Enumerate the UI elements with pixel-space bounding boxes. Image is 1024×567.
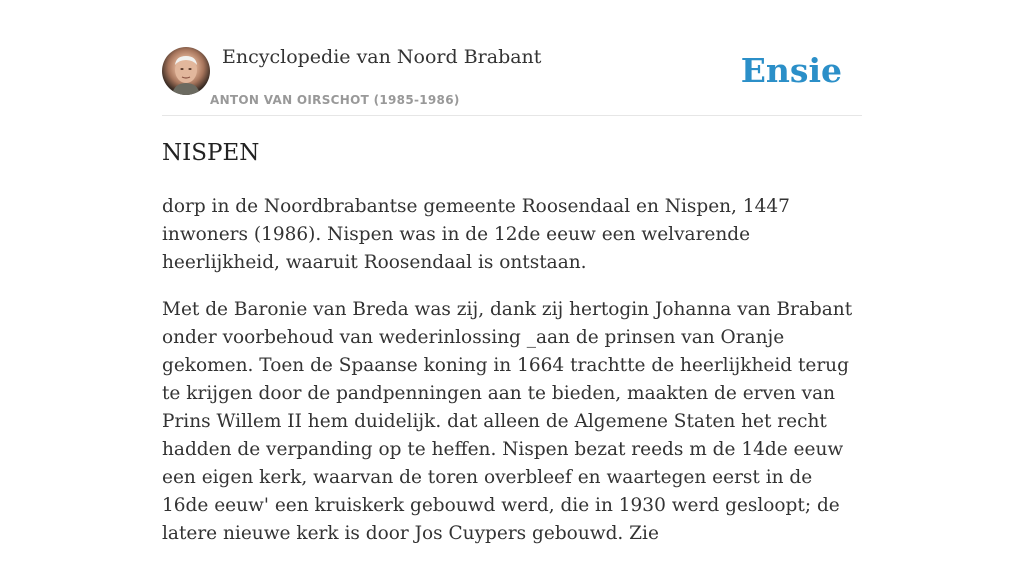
header [162, 45, 862, 116]
entry-paragraph: Met de Baronie van Breda was zij, dank zij hertogin Johanna van Brabant onder voorbehoud van wederinlossing _aan de prinsen van Oranje gekomen. Toen de Spaanse koning in 1664 trachtte de heerlijkheid terug te krijgen door de pandpenningen aan te bieden, maakten de erven van Prins Willem II hem duidelijk. dat alleen de Algemene Staten het recht hadden de verpanding op te heffen. Nispen bezat reeds m de 14de eeuw een eigen kerk, waarvan de toren overbleef en waartegen eerst in de 16de eeuw' een kruiskerk gebouwd werd, die in 1930 werd gesloopt; de latere nieuwe kerk is door Jos Cuypers gebouwd. Zie [162, 299, 853, 544]
page [162, 0, 862, 544]
author-portrait-icon [162, 47, 210, 95]
ensie-logo[interactable]: Ensie [740, 51, 842, 90]
book-title[interactable]: Encyclopedie van Noord Brabant [222, 46, 542, 68]
author-name[interactable]: ANTON VAN OIRSCHOT (1985-1986) [210, 93, 460, 107]
entry-paragraph: dorp in de Noordbrabantse gemeente Roosendaal en Nispen, 1447 inwoners (1986). Nispen was in de 12de eeuw een welvarende heerlijkheid, waaruit Roosendaal is ontstaan. [162, 196, 790, 273]
avatar[interactable] [162, 47, 210, 95]
entry-title: NISPEN [162, 140, 260, 166]
entry-content [162, 193, 862, 567]
